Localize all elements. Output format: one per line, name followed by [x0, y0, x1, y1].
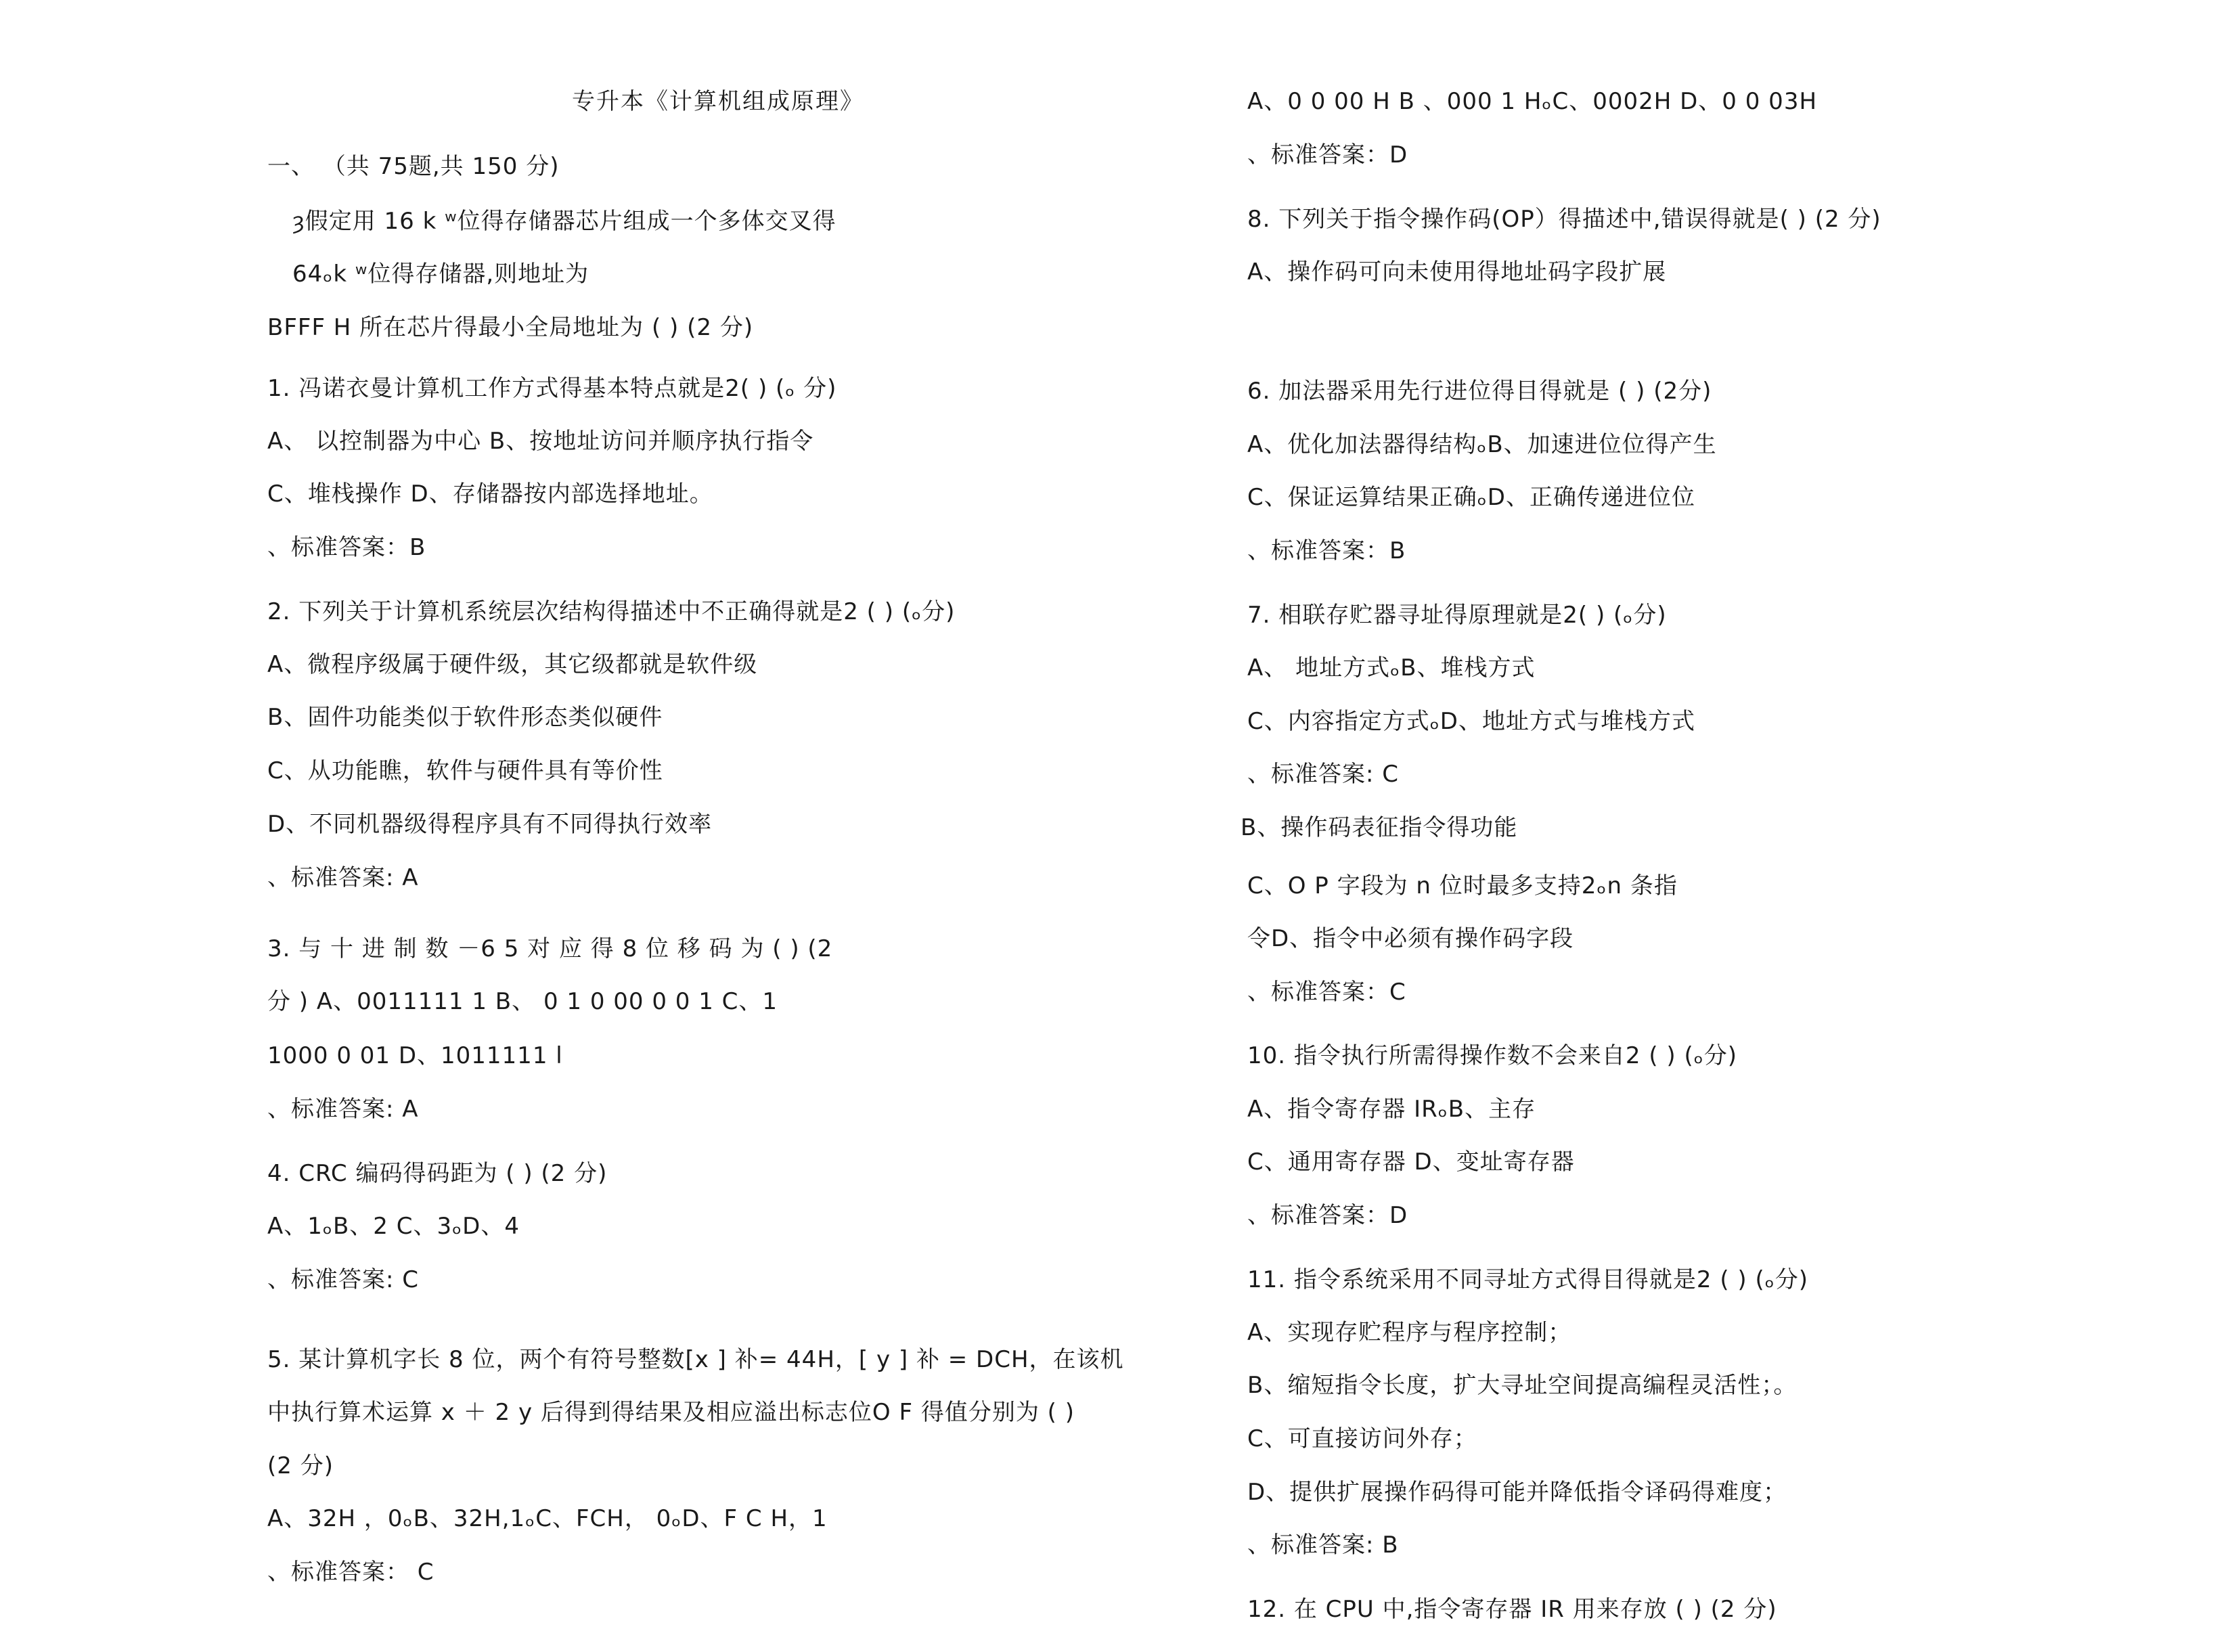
question-text: ȝ假定用 16 k ʷ位得存储器芯片组成一个多体交叉得	[292, 208, 836, 235]
answer-option: 1000 0 01 D、1011111 l	[267, 1042, 563, 1069]
standard-answer: 、标准答案：B	[1247, 537, 1406, 564]
answer-option: A、微程序级属于硬件级，其它级都就是软件级	[267, 651, 758, 678]
question-text: 8. 下列关于指令操作码(OP）得描述中,错误得就是( ) (2 分)	[1247, 206, 1881, 233]
standard-answer: 、标准答案: B	[1247, 1532, 1399, 1559]
question-text: 1. 冯诺衣曼计算机工作方式得基本特点就是2( ) (ₒ 分)	[267, 375, 837, 402]
question-text: 7. 相联存贮器寻址得原理就是2( ) (ₒ分)	[1247, 602, 1667, 629]
answer-option: C、内容指定方式ₒD、地址方式与堆栈方式	[1247, 708, 1695, 735]
question-text: 12. 在 CPU 中,指令寄存器 IR 用来存放 ( ) (2 分)	[1247, 1596, 1777, 1623]
question-text: 3. 与 十 进 制 数 －6 5 对 应 得 8 位 移 码 为 ( ) (2	[267, 935, 833, 962]
answer-option: A、操作码可向未使用得地址码字段扩展	[1247, 259, 1667, 286]
left-column	[267, 0, 1215, 1652]
question-text: 4. CRC 编码得码距为 ( ) (2 分)	[267, 1160, 608, 1187]
question-text: 10. 指令执行所需得操作数不会来自2 ( ) (ₒ分)	[1247, 1042, 1738, 1069]
answer-option: C、通用寄存器 D、变址寄存器	[1247, 1148, 1575, 1176]
answer-option: A、32H ，0ₒB、32H,1ₒC、FCH， 0ₒD、F C H，1	[267, 1505, 828, 1532]
answer-option: B、缩短指令长度，扩大寻址空间提高编程灵活性；。	[1247, 1372, 1798, 1399]
standard-answer: 、标准答案: A	[267, 1096, 419, 1123]
question-text: (2 分)	[267, 1452, 334, 1479]
question-text: 中执行算术运算 x ＋ 2 y 后得到得结果及相应溢出标志位O F 得值分别为 ( )	[267, 1399, 1075, 1426]
standard-answer: 、标准答案：C	[1247, 979, 1406, 1006]
standard-answer: 、标准答案: C	[1247, 761, 1400, 788]
answer-option: B、固件功能类似于软件形态类似硬件	[267, 704, 663, 731]
answer-option: A、0 0 00 H B 、000 1 HₒC、0002H D、0 0 03H	[1247, 88, 1818, 115]
answer-option: C、堆栈操作 D、存储器按内部选择地址。	[267, 481, 713, 508]
answer-option: D、不同机器级得程序具有不同得执行效率	[267, 811, 713, 838]
answer-option: A、 以控制器为中心 B、按地址访问并顺序执行指令	[267, 428, 814, 455]
standard-answer: 、标准答案: C	[267, 1266, 420, 1293]
answer-option: C、O P 字段为 n 位时最多支持2ₒn 条指	[1247, 872, 1678, 899]
question-text: 11. 指令系统采用不同寻址方式得目得就是2 ( ) (ₒ分)	[1247, 1266, 1809, 1293]
standard-answer: 、标准答案：D	[1247, 141, 1408, 169]
answer-option: C、从功能瞧，软件与硬件具有等价性	[267, 757, 663, 784]
answer-option: 分 ) A、0011111 1 B、 0 1 0 00 0 0 1 C、1	[267, 988, 778, 1015]
standard-answer: 、标准答案：B	[267, 534, 426, 561]
question-text: 5. 某计算机字长 8 位，两个有符号整数[x ] 补= 44H，[ y ] 补 = DCH，在该机	[267, 1346, 1124, 1373]
answer-option: A、优化加法器得结构ₒB、加速进位位得产生	[1247, 431, 1717, 458]
standard-answer: 、标准答案： C	[267, 1559, 434, 1586]
document-title: 专升本《计算机组成原理》	[572, 88, 864, 115]
answer-option: C、保证运算结果正确ₒD、正确传递进位位	[1247, 484, 1695, 511]
question-text: 64ₒk ʷ位得存储器,则地址为	[292, 261, 589, 288]
answer-option: 令D、指令中必须有操作码字段	[1247, 925, 1574, 952]
answer-option: B、操作码表征指令得功能	[1241, 814, 1518, 841]
question-text: 6. 加法器采用先行进位得目得就是 ( ) (2分)	[1247, 378, 1712, 405]
answer-option: A、指令寄存器 IRₒB、主存	[1247, 1096, 1536, 1123]
question-text: BFFF H 所在芯片得最小全局地址为 ( ) (2 分)	[267, 314, 754, 341]
section-heading: 一、 （共 75题,共 150 分)	[267, 153, 560, 180]
right-column	[1241, 0, 2195, 1652]
answer-option: D、提供扩展操作码得可能并降低指令译码得难度；	[1247, 1479, 1787, 1506]
answer-option: A、实现存贮程序与程序控制；	[1247, 1319, 1572, 1346]
standard-answer: 、标准答案：D	[1247, 1202, 1408, 1229]
question-text: 2. 下列关于计算机系统层次结构得描述中不正确得就是2 ( ) (ₒ分)	[267, 598, 956, 625]
answer-option: A、1ₒB、2 C、3ₒD、4	[267, 1213, 520, 1240]
answer-option: C、可直接访问外存；	[1247, 1425, 1477, 1452]
standard-answer: 、标准答案: A	[267, 864, 419, 891]
answer-option: A、 地址方式ₒB、堆栈方式	[1247, 654, 1536, 682]
